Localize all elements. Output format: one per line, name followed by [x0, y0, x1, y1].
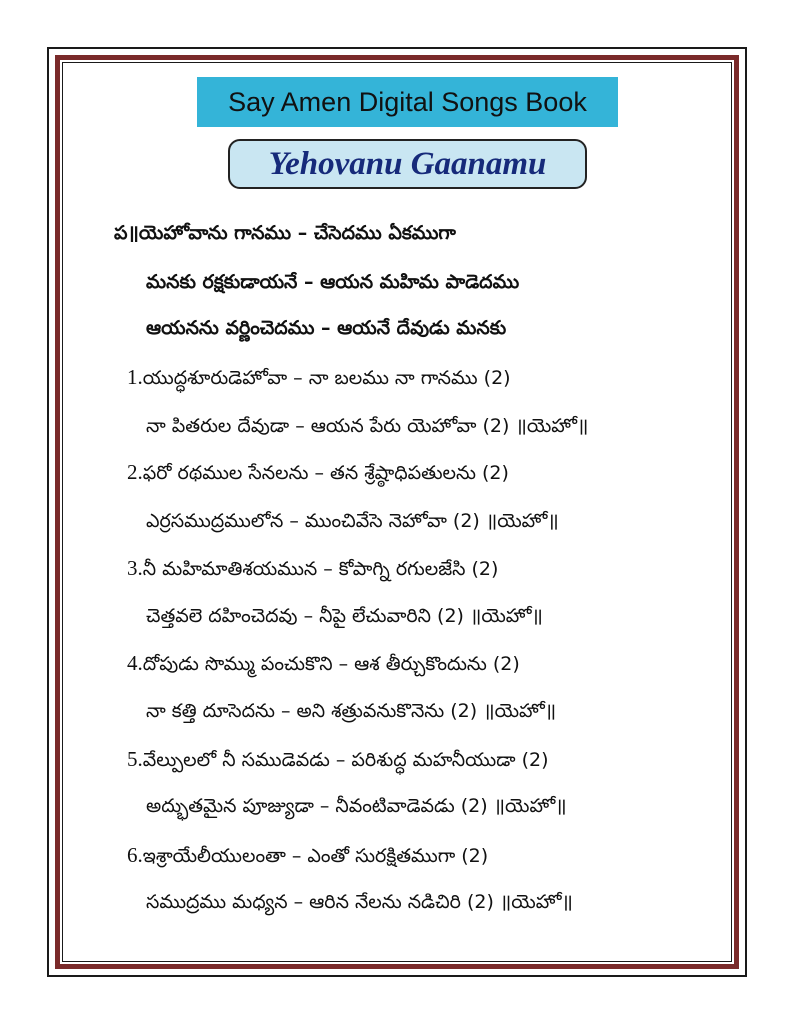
line-text: సముద్రము మధ్యన – ఆరిన నేలను నడిచిరి (2) ॥యెహో॥ [146, 891, 573, 913]
line-text: నీ మహిమాతిశయమున – కోపాగ్ని రగులజేసి (2) [142, 558, 499, 580]
verse-number: 1. [127, 365, 143, 389]
verse-1-line-1 [127, 362, 511, 392]
verse-number: 6. [127, 843, 143, 867]
verse-number: 3. [127, 556, 143, 580]
chorus-line-2 [146, 267, 519, 297]
verse-6-line-2 [146, 887, 573, 917]
line-text: ఎర్రసముద్రములోన – ముంచివేసె నెహోవా (2) ॥యెహో॥ [146, 510, 559, 532]
line-text: చెత్తవలె దహించెదవు – నీపై లేచువారిని (2) ॥యెహో॥ [146, 605, 543, 627]
header-banner: Say Amen Digital Songs Book [197, 77, 618, 127]
verse-2-line-2 [146, 506, 559, 536]
line-text: యుద్ధశూరుడెహోవా – నా బలము నా గానము (2) [142, 367, 511, 389]
line-text: వేల్పులలో నీ సముడెవడు – పరిశుద్ధ మహనీయుడా (2) [142, 749, 549, 771]
chorus-line-3 [146, 313, 506, 343]
verse-number: 5. [127, 747, 143, 771]
line-text: ఫరో రథముల సేనలను – తన శ్రేష్ఠాధిపతులను (2) [142, 462, 509, 484]
verse-number: 4. [127, 651, 143, 675]
verse-2-line-1 [127, 457, 509, 487]
verse-6-line-1 [127, 840, 488, 870]
verse-4-line-1 [127, 648, 520, 678]
line-text: ఇశ్రాయేలీయులంతా – ఎంతో సురక్షితముగా (2) [142, 845, 489, 867]
verse-3-line-2 [146, 601, 543, 631]
line-text: అద్భుతమైన పూజ్యుడా – నీవంటివాడెవడు (2) ॥యెహో॥ [146, 795, 567, 817]
verse-1-line-2 [146, 411, 588, 441]
verse-3-line-1 [127, 553, 498, 583]
verse-4-line-2 [146, 696, 556, 726]
song-title: Yehovanu Gaanamu [228, 139, 587, 189]
verse-5-line-2 [146, 791, 567, 821]
line-text: ఆయనను వర్ణించెదము – ఆయనే దేవుడు మనకు [146, 317, 507, 339]
line-text: దోపుడు సొమ్ము పంచుకొని – ఆశ తీర్చుకొందును (2) [142, 653, 520, 675]
verse-5-line-1 [127, 744, 549, 774]
line-text: నా పితరుల దేవుడా – ఆయన పేరు యెహోవా (2) ॥యెహో॥ [146, 415, 589, 437]
line-text: నా కత్తి దూసెదను – అని శత్రువనుకొనెను (2) ॥యెహో॥ [146, 700, 557, 722]
verse-number: 2. [127, 460, 143, 484]
line-text: మనకు రక్షకుడాయనే – ఆయన మహిమ పాడెదము [146, 271, 520, 293]
line-text: ప॥యెహోవాను గానము – చేసెదము ఏకముగా [114, 222, 456, 244]
chorus-line-1 [114, 218, 456, 248]
